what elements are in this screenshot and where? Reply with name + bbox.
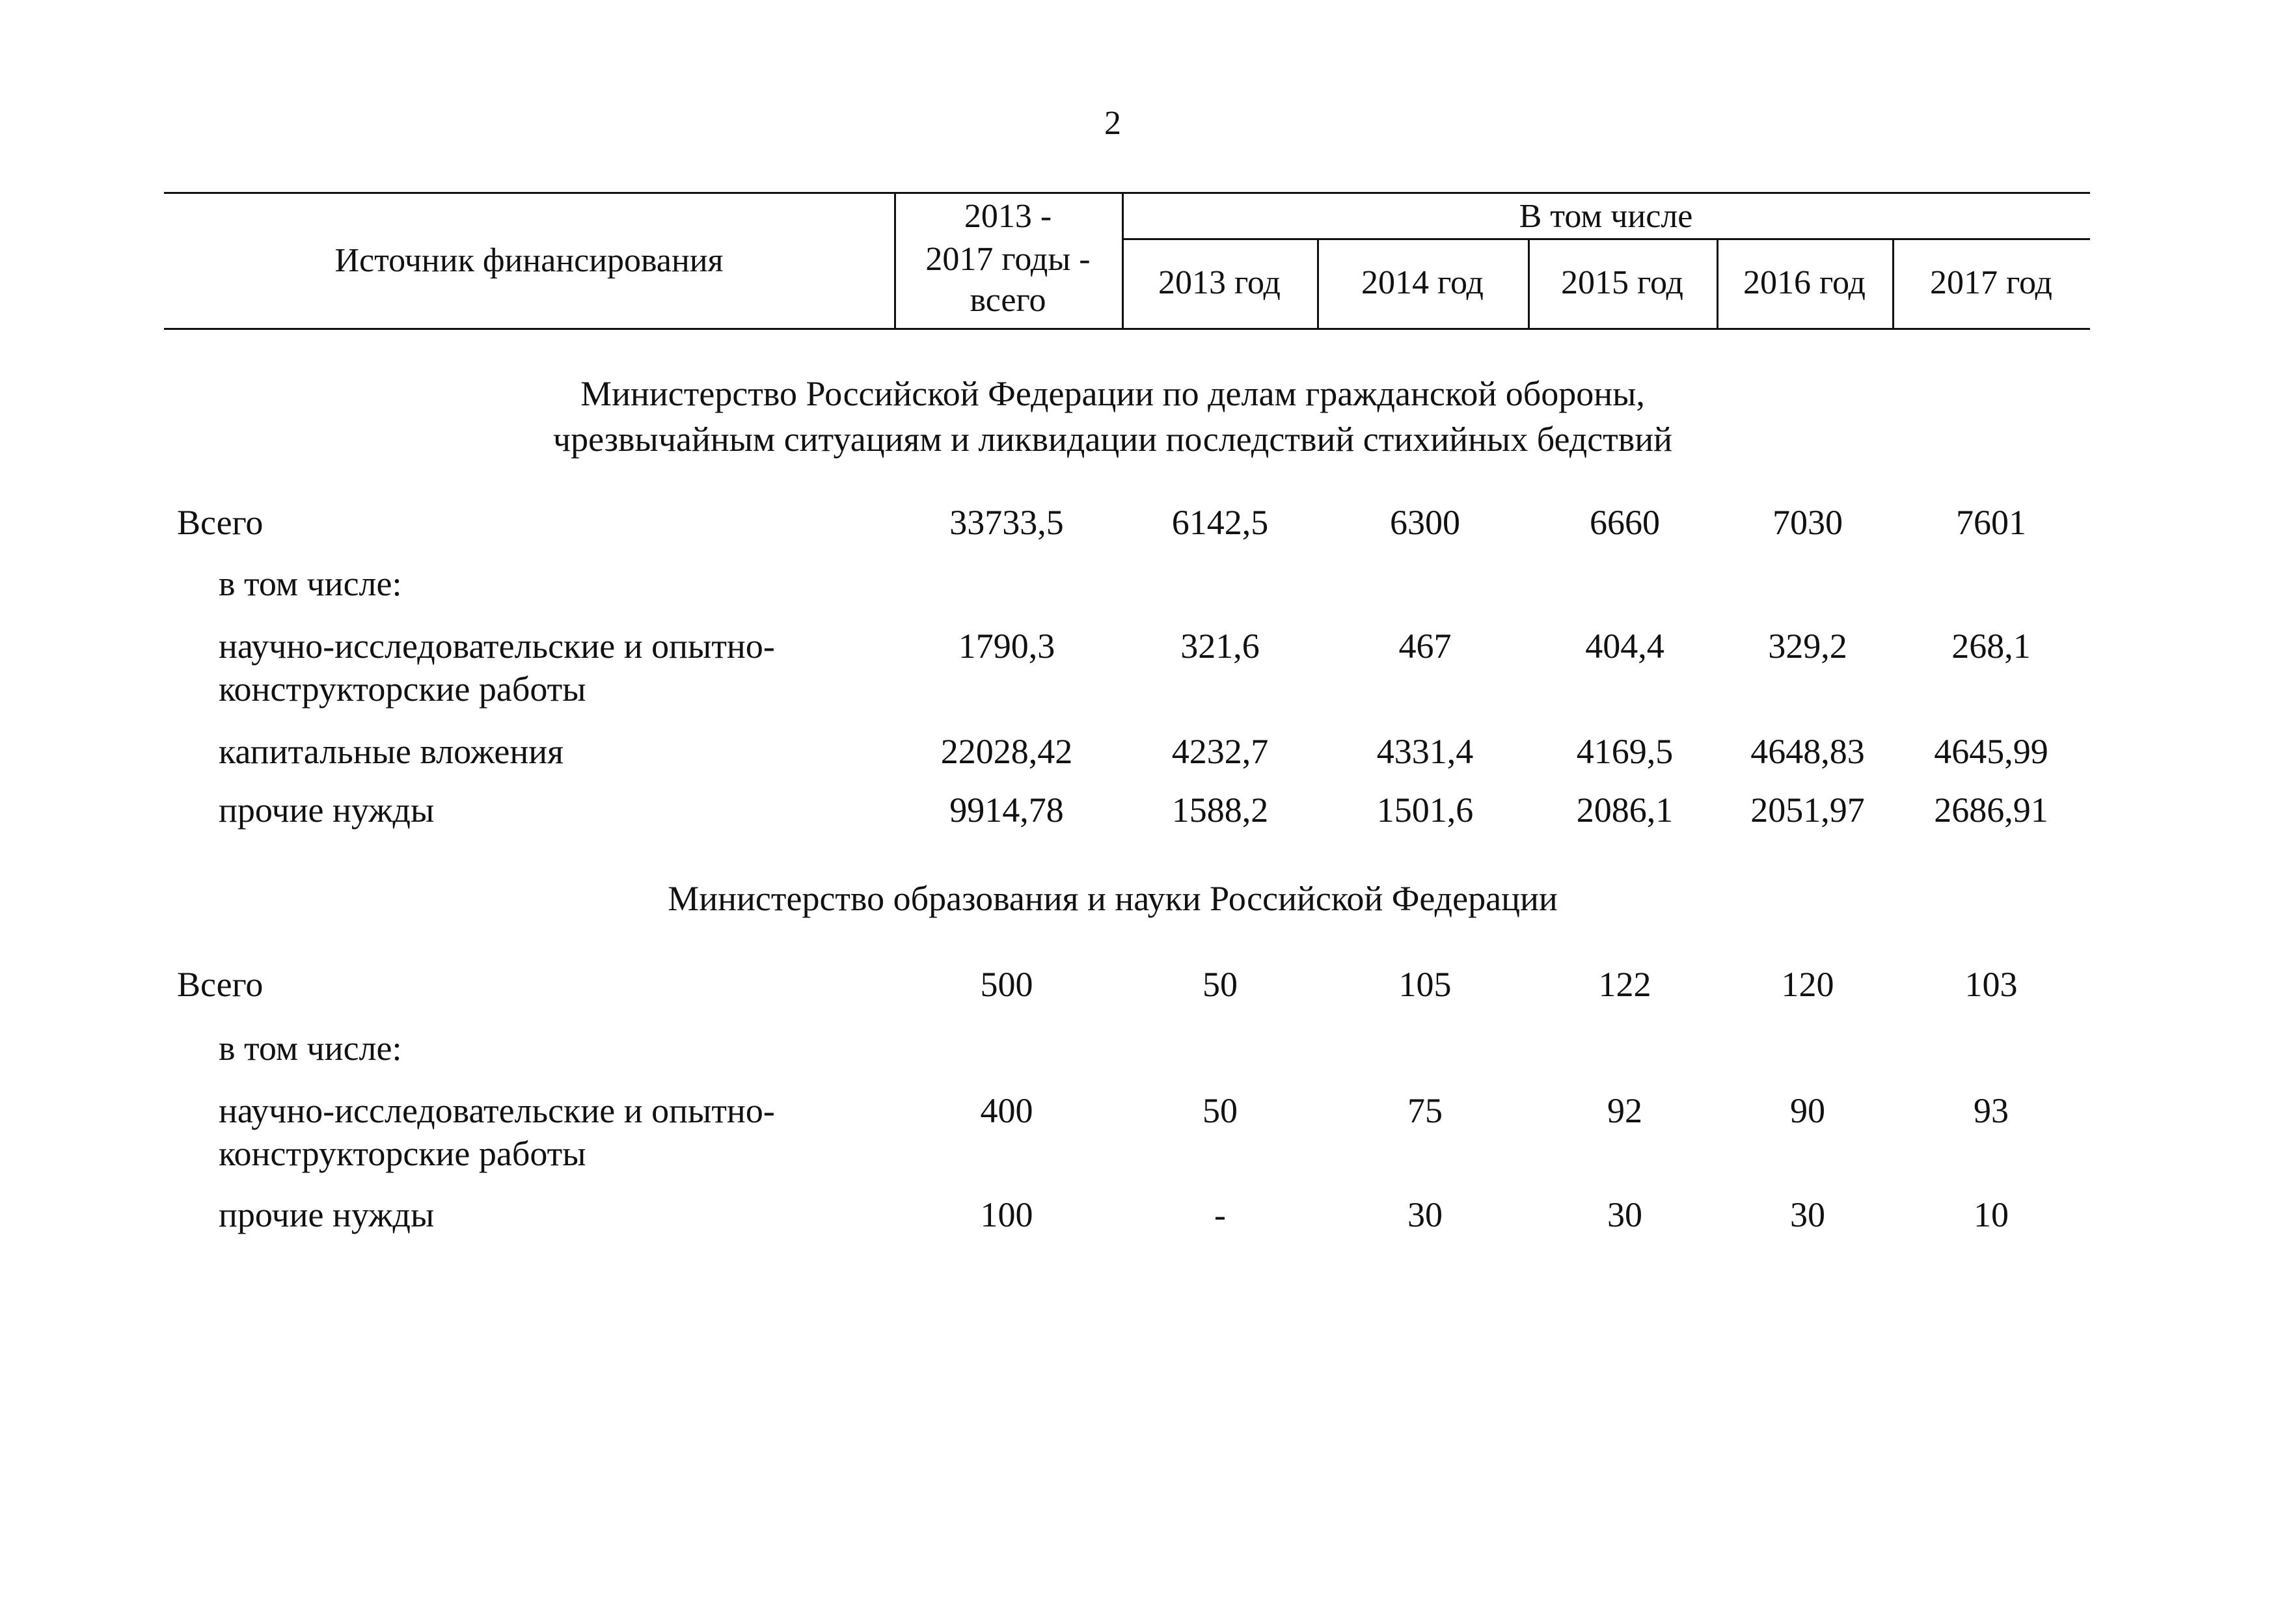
- cell-total: 33733,5: [949, 503, 1064, 542]
- header-year: 2013 год: [1158, 264, 1281, 301]
- cell-2016: 329,2: [1768, 627, 1847, 666]
- header-source-column: Источник финансирования: [334, 242, 724, 279]
- cell-2014: 1501,6: [1376, 791, 1474, 830]
- cell-total: 22028,42: [940, 732, 1073, 771]
- row-label-line: конструкторские работы: [219, 670, 586, 709]
- header-total-line: 2017 годы -: [925, 241, 1091, 278]
- header-total-line: 2013 -: [964, 198, 1052, 235]
- cell-2013: 321,6: [1180, 627, 1260, 666]
- cell-2013: 1588,2: [1171, 791, 1269, 830]
- row-label: в том числе:: [219, 1029, 402, 1068]
- header-year: 2015 год: [1561, 264, 1683, 301]
- cell-2017: 2686,91: [1934, 791, 2048, 830]
- cell-2015: 404,4: [1585, 627, 1664, 666]
- cell-2016: 30: [1790, 1195, 1825, 1234]
- section-title-line: Министерство образования и науки Российской Федерации: [668, 879, 1558, 918]
- header-year: 2016 год: [1743, 264, 1866, 301]
- cell-total: 1790,3: [958, 627, 1055, 666]
- cell-2014: 75: [1407, 1091, 1443, 1130]
- row-label: Всего: [177, 503, 264, 542]
- page-number: 2: [1104, 105, 1121, 142]
- cell-2017: 4645,99: [1934, 732, 2048, 771]
- cell-2017: 93: [1974, 1091, 2009, 1130]
- cell-2016: 90: [1790, 1091, 1825, 1130]
- section-title-line: чрезвычайным ситуациям и ликвидации последствий стихийных бедствий: [552, 420, 1673, 459]
- cell-2015: 4169,5: [1576, 732, 1674, 771]
- cell-2016: 4648,83: [1750, 732, 1865, 771]
- cell-2016: 120: [1781, 965, 1834, 1004]
- cell-2013: 4232,7: [1171, 732, 1269, 771]
- header-group-underline: [1122, 238, 2090, 240]
- cell-2015: 6660: [1590, 503, 1660, 542]
- row-label: [219, 625, 775, 710]
- section-title: [0, 876, 2225, 921]
- cell-2017: 7601: [1956, 503, 2026, 542]
- cell-2017: 103: [1964, 965, 2018, 1004]
- row-label-line: научно-исследовательские и опытно-: [219, 1091, 775, 1130]
- row-label-line: научно-исследовательские и опытно-: [219, 627, 775, 666]
- cell-2014: 4331,4: [1376, 732, 1474, 771]
- cell-2013: 50: [1202, 1091, 1238, 1130]
- row-label-line: конструкторские работы: [219, 1134, 586, 1173]
- cell-total: 100: [980, 1195, 1033, 1234]
- section-title-line: Министерство Российской Федерации по делам гражданской обороны,: [580, 374, 1645, 413]
- cell-2017: 268,1: [1951, 627, 2031, 666]
- cell-2015: 2086,1: [1576, 791, 1674, 830]
- header-year: 2014 год: [1361, 264, 1484, 301]
- cell-2014: 30: [1407, 1195, 1443, 1234]
- cell-2014: 105: [1398, 965, 1452, 1004]
- cell-2013: -: [1214, 1195, 1226, 1234]
- header-group-title: В том числе: [1519, 198, 1693, 235]
- cell-2013: 6142,5: [1171, 503, 1269, 542]
- row-label: [219, 1089, 775, 1175]
- cell-2016: 2051,97: [1750, 791, 1865, 830]
- row-label: в том числе:: [219, 564, 402, 603]
- cell-total: 500: [980, 965, 1033, 1004]
- cell-2015: 92: [1607, 1091, 1642, 1130]
- header-total-line: всего: [970, 282, 1046, 319]
- cell-2016: 7030: [1773, 503, 1843, 542]
- row-label: прочие нужды: [219, 1195, 435, 1234]
- cell-2013: 50: [1202, 965, 1238, 1004]
- cell-2014: 6300: [1390, 503, 1460, 542]
- row-label: капитальные вложения: [219, 732, 564, 771]
- cell-2014: 467: [1398, 627, 1452, 666]
- cell-total: 9914,78: [949, 791, 1064, 830]
- row-label: Всего: [177, 965, 264, 1004]
- header-year: 2017 год: [1930, 264, 2052, 301]
- cell-2015: 30: [1607, 1195, 1642, 1234]
- cell-2017: 10: [1974, 1195, 2009, 1234]
- cell-2015: 122: [1598, 965, 1651, 1004]
- row-label: прочие нужды: [219, 791, 435, 830]
- cell-total: 400: [980, 1091, 1033, 1130]
- table-header: [164, 192, 2090, 330]
- section-title: [0, 371, 2225, 462]
